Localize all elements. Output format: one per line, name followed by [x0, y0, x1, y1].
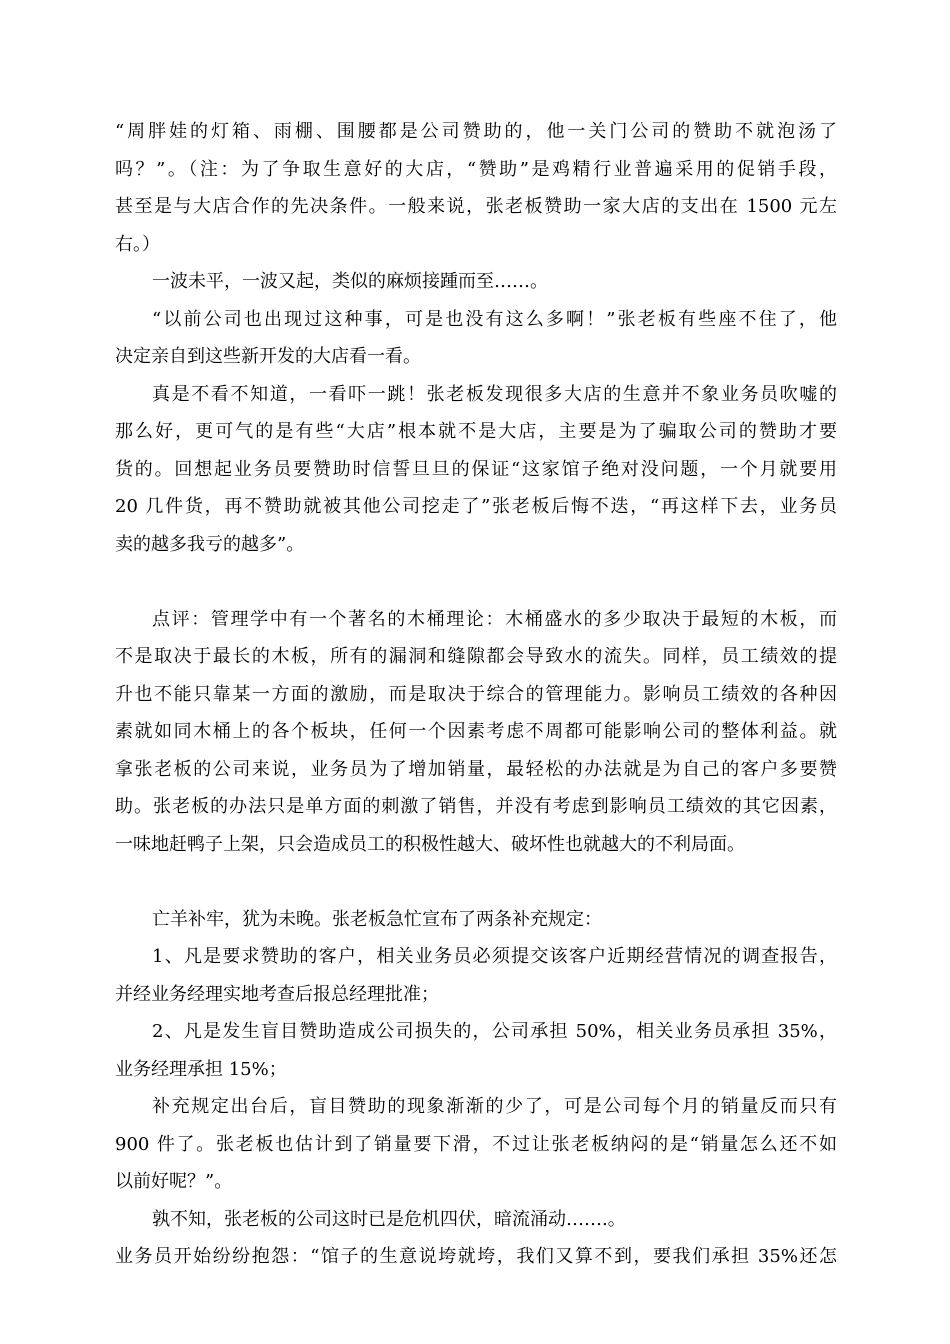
- text-line: 卖的越多我亏的越多”。: [115, 533, 305, 555]
- text-line: 亡羊补牢，犹为未晚。张老板急忙宣布了两条补充规定：: [152, 908, 602, 930]
- text-line: 孰不知，张老板的公司这时已是危机四伏，暗流涌动…….。: [152, 1208, 626, 1230]
- paragraph-gap: [115, 863, 837, 901]
- text-line: 升也不能只靠某一方面的激励，而是取决于综合的管理能力。影响员工绩效的各种因: [115, 683, 837, 705]
- text-line: 货的。回想起业务员要赞助时信誓旦旦的保证“这家馆子绝对没问题，一个月就要用: [115, 458, 837, 480]
- text-line: 以前好呢？”。: [115, 1171, 233, 1192]
- text-line: 一波未平，一波又起，类似的麻烦接踵而至……。: [152, 271, 548, 292]
- text-line: 业务员开始纷纷抱怨：“馆子的生意说垮就垮，我们又算不到，要我们承担 35%还怎: [115, 1246, 837, 1267]
- text-line: 一味地赶鸭子上架，只会造成员工的积极性越大、破坏性也就越大的不利局面。: [115, 833, 745, 855]
- text-line: 吗？”。（注：为了争取生意好的大店，“赞助”是鸡精行业普遍采用的促销手段，: [115, 158, 837, 180]
- text-line: 决定亲自到这些新开发的大店看一看。: [115, 346, 421, 367]
- text-line: 900 件了。张老板也估计到了销量要下滑，不过让张老板纳闷的是“销量怎么还不如: [115, 1133, 837, 1155]
- text-line: “以前公司也出现过这种事，可是也没有这么多啊！”张老板有些座不住了，他: [152, 308, 837, 330]
- text-line: 不是取决于最长的木板，所有的漏洞和缝隙都会导致水的流失。同样，员工绩效的提: [115, 646, 837, 667]
- text-line: 素就如同木桶上的各个板块，任何一个因素考虑不周都可能影响公司的整体利益。就: [115, 721, 837, 742]
- text-line: 业务经理承担 15%；: [115, 1058, 287, 1080]
- text-line: “周胖娃的灯箱、雨棚、围腰都是公司赞助的，他一关门公司的赞助不就泡汤了: [115, 121, 837, 142]
- text-line: 甚至是与大店合作的先决条件。一般来说，张老板赞助一家大店的支出在 1500 元左: [115, 196, 837, 217]
- text-line: 那么好，更可气的是有些“大店”根本就不是大店，主要是为了骗取公司的赞助才要: [115, 421, 837, 442]
- document-body: [115, 113, 837, 1276]
- text-line: 并经业务经理实地考查后报总经理批准；: [115, 983, 439, 1005]
- text-line: 点评：管理学中有一个著名的木桶理论：木桶盛水的多少取决于最短的木板，而: [152, 608, 837, 630]
- text-line: 助。张老板的办法只是单方面的刺激了销售，并没有考虑到影响员工绩效的其它因素，: [115, 796, 837, 817]
- paragraph-gap: [115, 563, 837, 601]
- text-line: 拿张老板的公司来说，业务员为了增加销量，最轻松的办法就是为自己的客户多要赞: [115, 758, 837, 780]
- text-line: 20 几件货，再不赞助就被其他公司挖走了”张老板后悔不迭，“再这样下去，业务员: [115, 496, 837, 517]
- text-line: 补充规定出台后，盲目赞助的现象渐渐的少了，可是公司每个月的销量反而只有: [152, 1096, 837, 1117]
- text-line: 2、凡是发生盲目赞助造成公司损失的，公司承担 50%，相关业务员承担 35%，: [152, 1021, 837, 1042]
- text-line: 真是不看不知道，一看吓一跳！张老板发现很多大店的生意并不象业务员吹嘘的: [152, 383, 837, 405]
- text-line: 1、凡是要求赞助的客户，相关业务员必须提交该客户近期经营情况的调查报告，: [152, 946, 837, 967]
- text-line: 右。）: [115, 233, 160, 255]
